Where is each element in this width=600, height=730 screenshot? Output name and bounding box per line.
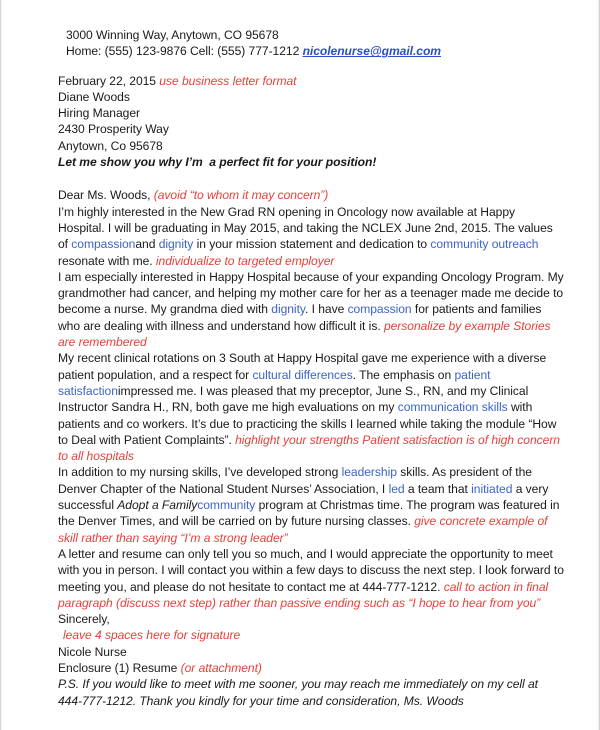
enclosure-line xyxy=(58,660,564,676)
date-annotation: use business letter format xyxy=(159,73,297,88)
sender-phone-text: Home: (555) 123-9876 Cell: (555) 777-1212 xyxy=(66,44,300,59)
p4-text-4: a very successful xyxy=(58,481,549,513)
p3-keyword-patient-satisfaction: patient satisfaction xyxy=(58,367,491,398)
sender-email-link[interactable]: nicolenurse@gmail.com xyxy=(302,44,441,59)
cover-letter-body xyxy=(58,27,564,709)
recipient-city-state-zip: Anytown, Co 95678 xyxy=(58,138,163,153)
paragraph-clinical-experience xyxy=(58,350,564,464)
enclosure-annotation: (or attachment) xyxy=(180,660,262,675)
sender-contact-line xyxy=(66,43,564,59)
paragraph-call-to-action xyxy=(58,546,564,611)
p4-keyword-leadership: leadership xyxy=(341,465,397,480)
paragraph-leadership xyxy=(58,464,564,545)
spacer-before-salutation xyxy=(58,170,564,187)
hook-line: Let me show you why I’m a perfect fit for your position! xyxy=(58,155,377,170)
p1-text-3: in your mission statement and dedication to xyxy=(193,237,431,252)
p1-keyword-compassion: compassion xyxy=(71,237,136,252)
closing-sincerely: Sincerely, xyxy=(58,612,110,627)
p3-text-2: . The emphasis on xyxy=(352,367,455,382)
recipient-street: 2430 Prosperity Way xyxy=(58,122,169,137)
salutation xyxy=(58,187,564,203)
spacer-after-header xyxy=(58,60,564,73)
p1-annotation: individualize to targeted employer xyxy=(155,253,335,268)
p4-keyword-initiated: initiated xyxy=(471,481,513,496)
letter-date: February 22, 2015 xyxy=(58,73,156,88)
paragraph-intro xyxy=(58,204,564,269)
p3-text-1: My recent clinical rotations on 3 South at Happy Hospital gave me experience with a diverse patient population, and a respect for xyxy=(58,351,547,382)
recipient-name: Diane Woods xyxy=(58,89,130,104)
p4-annotation: give concrete example of skill rather than saying “I’m a strong leader” xyxy=(58,514,548,545)
p4-text-2: skills. As president of the Denver Chapter of the National Student Nurses’ Association, I xyxy=(58,465,532,496)
p2-annotation: personalize by example Stories are remembered xyxy=(58,318,551,350)
p2-text-3: for patients and families who are dealing with illness and understand how difficult it is. xyxy=(58,302,542,333)
p1-keyword-dignity: dignity xyxy=(158,237,194,252)
p4-text-1: In addition to my nursing skills, I’ve developed strong xyxy=(58,465,342,480)
paragraph-motivation xyxy=(58,269,564,350)
sender-header xyxy=(58,27,564,60)
p4-keyword-community: community xyxy=(197,498,256,513)
p3-keyword-communication-skills: communication skills xyxy=(397,400,508,415)
p2-text-1: I am especially interested in Happy Hospital because of your expanding Oncology Program. My grandmother had cancer, and helping my mother care for her as a teenager made me decide to become a nurse. My grandma died with xyxy=(58,269,564,317)
p1-keyword-community-outreach: community outreach xyxy=(430,237,539,252)
sender-address-line: 3000 Winning Way, Anytown, CO 95678 xyxy=(66,28,279,42)
p2-keyword-compassion: compassion xyxy=(347,302,412,317)
recipient-title: Hiring Manager xyxy=(58,106,140,121)
p4-text-3: a team that xyxy=(404,481,472,496)
p5-annotation: call to action in final paragraph (discuss next step) rather than passive ending such as “I hope to hear from you” xyxy=(58,579,549,610)
p4-keyword-led: led xyxy=(388,481,405,496)
p2-text-2: . I have xyxy=(304,302,348,317)
signature-space-annotation: leave 4 spaces here for signature xyxy=(63,628,241,643)
p2-keyword-dignity: dignity xyxy=(271,302,305,317)
salutation-text: Dear Ms. Woods, xyxy=(58,188,151,203)
p3-text-4: with patients and co workers. It’s due to practicing the skills I learned while taking the module “How to Deal with Patient Complaints”. xyxy=(58,400,557,447)
p4-program-name: Adopt a Family xyxy=(117,498,198,513)
date-line xyxy=(58,73,564,89)
salutation-annotation: (avoid “to whom it may concern”) xyxy=(153,188,329,203)
p3-annotation: highlight your strengths Patient satisfaction is of high concern to all hospitals xyxy=(58,432,560,464)
p3-keyword-cultural-differences: cultural differences xyxy=(252,367,353,382)
enclosure-text: Enclosure (1) Resume xyxy=(58,660,181,675)
p5-text-1: A letter and resume can only tell you so much, and I would appreciate the opportunity to meet with you in person. I will contact you within a few days to discuss the next step. I look forward to meeting you, and please do not hesitate to contact me at 444-777-1212. xyxy=(58,546,564,594)
p1-text-1: I’m highly interested in the New Grad RN opening in Oncology now available at Happy Hospital. I will be graduating in May 2015, and taking the NCLEX June 2nd, 2015. The values of xyxy=(58,204,553,252)
signer-name: Nicole Nurse xyxy=(58,644,127,659)
p1-text-2: and xyxy=(135,237,159,252)
postscript: P.S. If you would like to meet with me sooner, you may reach me immediately on my cell at 444-777-1212. Thank you kindly for your time and consideration, Ms. Woods xyxy=(58,677,538,708)
p3-text-3: impressed me. I was pleased that my preceptor, June S., RN, and my Clinical Instructor Sandra H., RN, both gave me high evaluations on my xyxy=(58,383,529,415)
p1-text-4: resonate with me. xyxy=(58,253,156,268)
p4-text-5: program at Christmas time. The program was featured in the Denver Times, and will be carried on by future nursing classes. xyxy=(58,498,560,529)
